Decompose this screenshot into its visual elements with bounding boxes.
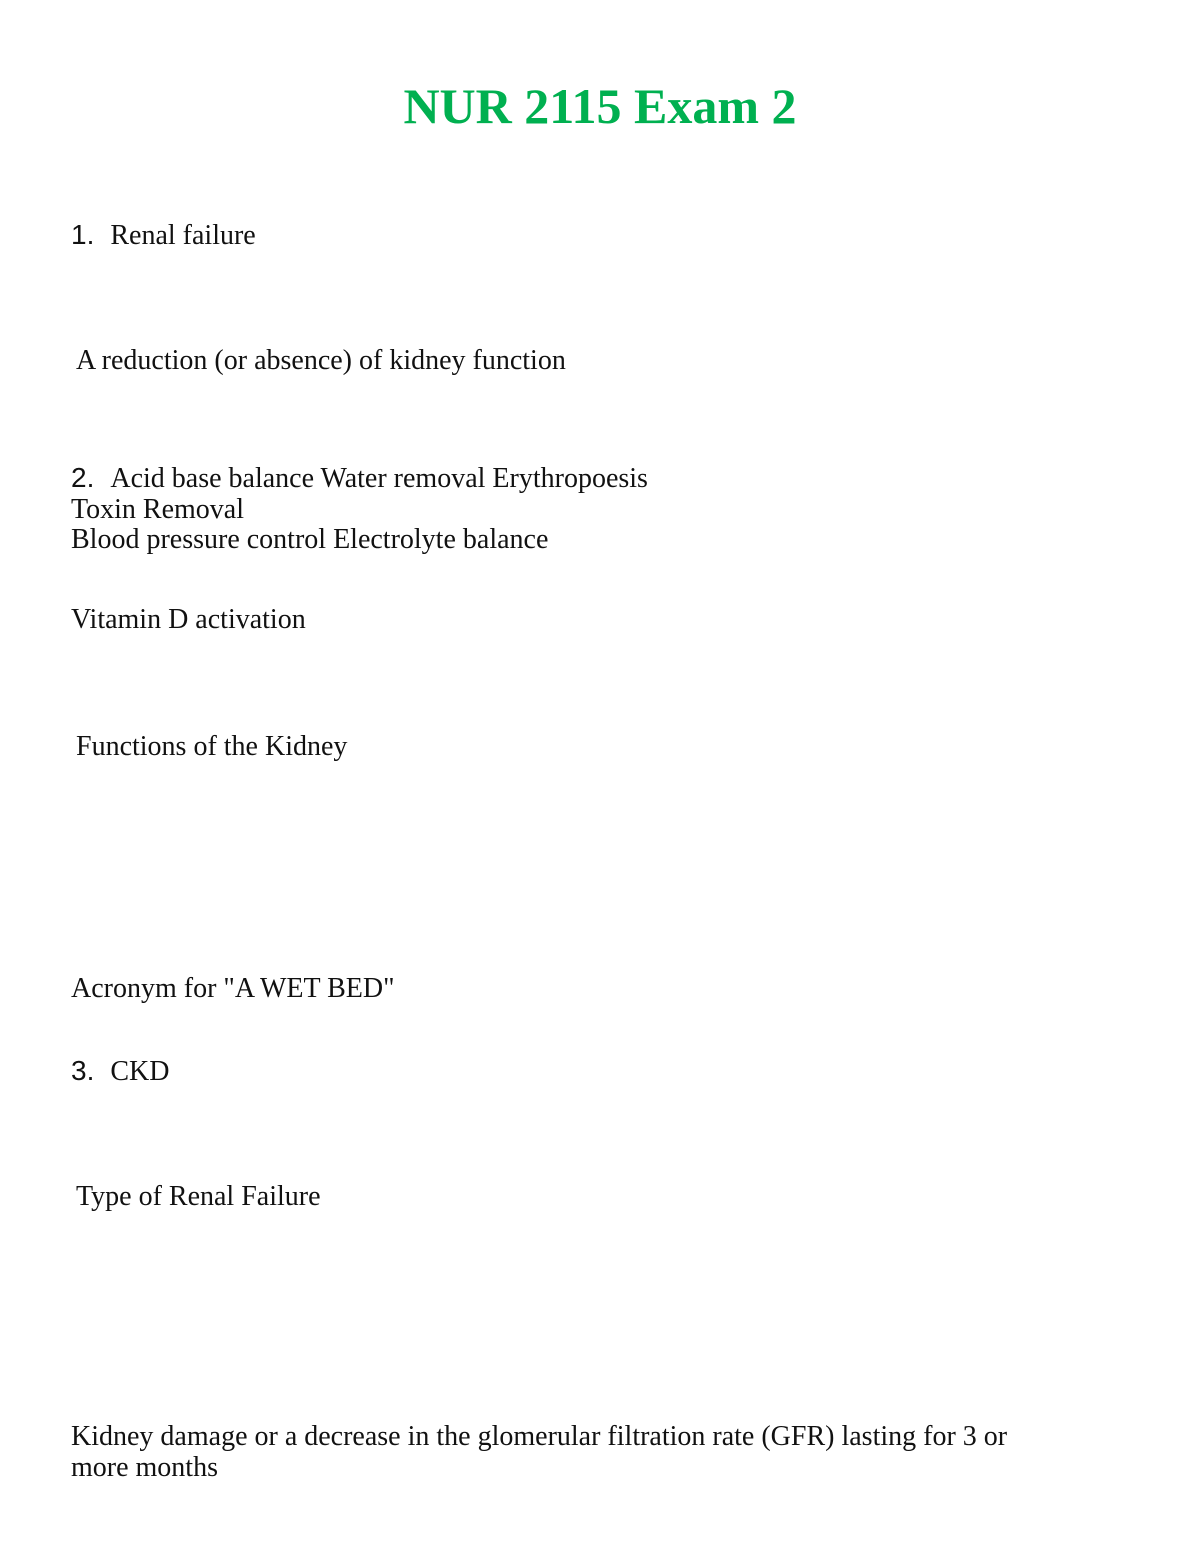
item-3-term-row xyxy=(71,1055,169,1087)
item-3-detail: Kidney damage or a decrease in the glomerular filtration rate (GFR) lasting for 3 or more months xyxy=(71,1421,1008,1483)
item-3-definition: Type of Renal Failure xyxy=(76,1181,321,1212)
item-3-number: 3. xyxy=(71,1055,95,1086)
item-2-term-line-4: Vitamin D activation xyxy=(71,604,306,635)
item-2-term-line-1: Acid base balance Water removal Erythropoesis xyxy=(110,463,648,494)
document-title: NUR 2115 Exam 2 xyxy=(403,78,797,134)
item-3-term: CKD xyxy=(110,1056,170,1087)
item-2-term-row xyxy=(71,462,648,494)
item-1-term: Renal failure xyxy=(110,220,256,251)
item-2-term-line-2: Toxin Removal xyxy=(71,494,245,525)
item-2-definition: Functions of the Kidney xyxy=(76,731,348,762)
item-1-number: 1. xyxy=(71,219,95,250)
item-1-definition: A reduction (or absence) of kidney function xyxy=(76,345,566,376)
item-2-note: Acronym for "A WET BED" xyxy=(71,973,395,1004)
item-1-term-row xyxy=(71,219,256,251)
item-2-number: 2. xyxy=(71,462,95,493)
item-2-term-line-3: Blood pressure control Electrolyte balance xyxy=(71,524,549,555)
